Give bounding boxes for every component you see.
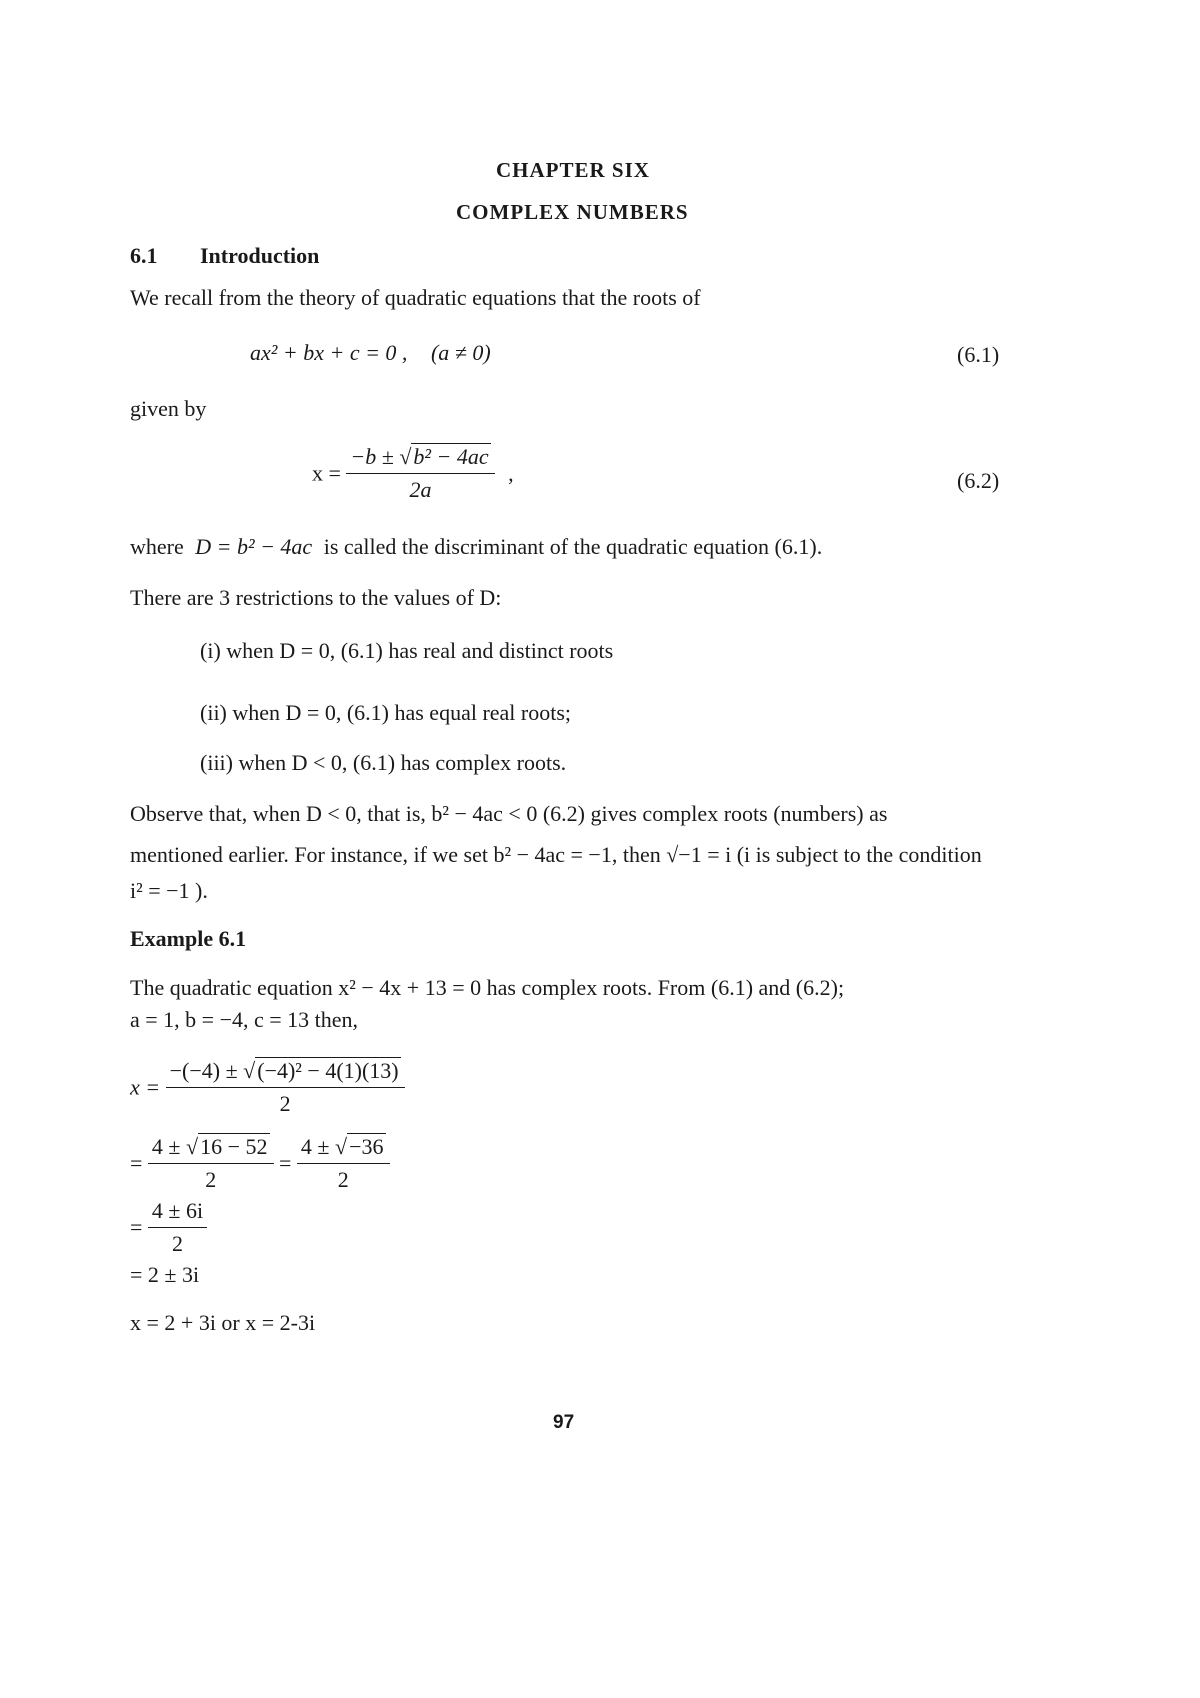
equation-6-2-x: x = — [312, 460, 341, 486]
observe-line-1: Observe that, when D < 0, that is, b² − 4ac < 0 (6.2) gives complex roots (numbers) as — [130, 801, 888, 826]
intro-text: We recall from the theory of quadratic equations that the roots of — [130, 285, 701, 310]
step-3-denominator: 2 — [172, 1231, 184, 1256]
step-2-fraction-a — [148, 1134, 274, 1193]
example-line-2: a = 1, b = −4, c = 13 then, — [130, 1007, 359, 1032]
step-1-radicand: (−4)² − 4(1)(13) — [257, 1058, 399, 1083]
step-2b-numerator: 4 ± √ — [300, 1134, 348, 1159]
restriction-item: (iii) when D < 0, (6.1) has complex roots. — [200, 750, 567, 775]
section-number: 6.1 — [130, 243, 158, 268]
equation-6-1-lhs: ax² + bx + c = 0 , — [250, 340, 408, 365]
equation-6-1-condition: (a ≠ 0) — [430, 340, 491, 365]
discriminant-after: is called the discriminant of the quadratic equation (6.1). — [323, 534, 823, 559]
step-3-equals: = — [130, 1214, 143, 1240]
equation-6-1 — [250, 340, 491, 366]
step-3-fraction — [148, 1198, 207, 1257]
step-2-equals: = — [130, 1150, 143, 1176]
example-step-1 — [130, 1058, 405, 1117]
equation-6-2-numerator: −b ± √ — [350, 444, 412, 469]
section-title: Introduction — [200, 243, 320, 268]
equation-6-2-radicand: b² − 4ac — [413, 444, 489, 469]
step-1-numerator: −(−4) ± √ — [169, 1058, 256, 1083]
step-2a-denominator: 2 — [205, 1167, 217, 1192]
equation-6-2-denominator: 2a — [409, 477, 432, 502]
example-final-answer: x = 2 + 3i or x = 2-3i — [130, 1310, 316, 1335]
step-2b-radicand: −36 — [349, 1134, 384, 1159]
step-2-fraction-b — [297, 1134, 390, 1193]
example-step-3 — [130, 1198, 207, 1257]
step-2b-denominator: 2 — [337, 1167, 349, 1192]
restriction-item: (i) when D = 0, (6.1) has real and distinct roots — [200, 638, 614, 663]
discriminant-expression: D = b² − 4ac — [195, 534, 313, 559]
equation-6-2 — [312, 444, 514, 503]
observe-line-2: mentioned earlier. For instance, if we set b² − 4ac = −1, then √−1 = i (i is subject to the condition — [130, 842, 982, 867]
equation-6-1-label: (6.1) — [957, 342, 1000, 367]
page-number: 97 — [553, 1412, 575, 1433]
example-line-1: The quadratic equation x² − 4x + 13 = 0 has complex roots. From (6.1) and (6.2); — [130, 975, 845, 1000]
equation-6-2-comma: , — [508, 460, 514, 486]
restriction-item: (ii) when D = 0, (6.1) has equal real roots; — [200, 700, 572, 725]
discriminant-text — [130, 534, 822, 560]
chapter-title: COMPLEX NUMBERS — [456, 200, 689, 224]
equation-6-2-fraction — [346, 444, 494, 503]
given-by-text: given by — [130, 396, 207, 421]
chapter-label: CHAPTER SIX — [496, 158, 650, 182]
equation-6-2-label: (6.2) — [957, 468, 1000, 493]
example-step-4: = 2 ± 3i — [130, 1262, 200, 1287]
step-2a-radicand: 16 − 52 — [200, 1134, 268, 1159]
step-2a-numerator: 4 ± √ — [151, 1134, 199, 1159]
discriminant-before: where — [130, 534, 184, 559]
example-title: Example 6.1 — [130, 926, 247, 951]
step-2-equals-b: = — [279, 1150, 292, 1176]
observe-line-3: i² = −1 ). — [130, 878, 208, 903]
step-1-x: x = — [130, 1074, 161, 1100]
step-1-fraction — [166, 1058, 405, 1117]
restrictions-intro: There are 3 restrictions to the values of D: — [130, 585, 502, 610]
step-3-numerator: 4 ± 6i — [148, 1198, 207, 1228]
example-step-2 — [130, 1134, 390, 1193]
step-1-denominator: 2 — [279, 1091, 291, 1116]
